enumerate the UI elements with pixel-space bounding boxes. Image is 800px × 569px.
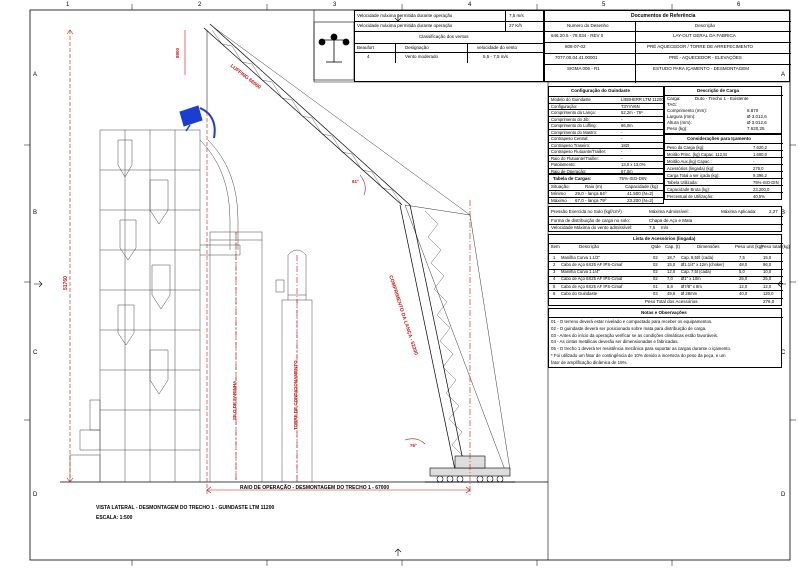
load-height-label: Altura (mm): <box>667 120 692 125</box>
accessory-qtd: 02 <box>653 269 658 275</box>
wind-table <box>354 10 544 82</box>
wind-row2-label: Velocidade máxima permitida durante operação <box>357 23 453 28</box>
accessory-cap: 15,0 <box>667 261 676 267</box>
accessory-pt: 25,0 <box>763 276 772 282</box>
crane-config-value: 13,0 x 13,0% <box>621 162 646 167</box>
note-line: 01 - O terreno deverá estar nivelado e compactado para receber os equipamentos. <box>551 319 713 324</box>
reference-docs-table <box>544 10 790 82</box>
lift-consideration-label: Moitão Princ. (kg) Capac. 112,5t <box>667 151 727 157</box>
lift-consideration-row <box>665 192 783 200</box>
notes-table <box>548 308 782 368</box>
crane-config-value: 66,0m <box>621 123 633 128</box>
ref-row2-desc: PRÉ AQUECEDOR / TORRE DE ARREFECIMENTO <box>647 44 754 49</box>
wind-class-title: Classificação dos ventos <box>419 34 469 39</box>
tower-label: TORRE DE CONDICIONAMENTO <box>293 360 298 430</box>
radius-label: RAIO DE OPERAÇÃO - DESMONTAGEM DO TRECHO 1 - 67000 <box>240 485 390 491</box>
ref-col-desc: Descrição <box>695 23 716 28</box>
silo-label: SILO DE FARINHA <box>232 380 237 420</box>
lift-consideration-value: 1.600,0 <box>753 151 767 157</box>
grid-row-a: A <box>33 72 38 78</box>
lift-title: Considerações para Içamento <box>687 136 752 141</box>
view-scale: ESCALA: 1:500 <box>96 515 133 521</box>
grid-col-5: 5 <box>602 2 606 8</box>
ground-vento-value: 7,5 <box>649 225 656 230</box>
lift-consideration-value: 23.200,0 <box>753 186 770 192</box>
load-len-label: Comprimento (mm): <box>667 108 708 113</box>
crane-config-value: 182t <box>621 142 630 148</box>
crane-config-label: Comprimento do Mastro: <box>551 129 598 135</box>
grid-row-d-right: D <box>781 492 786 498</box>
lift-consideration-value: - <box>753 158 755 164</box>
luffing-angle-label: 61º <box>352 179 359 184</box>
top-dim-label: 8900 <box>175 47 180 58</box>
accessory-cap: 5,8 <box>667 283 673 289</box>
grid-row-c-right: C <box>781 350 786 356</box>
accessory-item: 4 <box>553 276 556 282</box>
grid-row-d: D <box>33 492 38 498</box>
preheater-tower <box>70 130 240 482</box>
load-col-situacao: Situação: <box>551 184 570 189</box>
ref-row3-num: 7077.00.04.41.00001 <box>555 55 598 60</box>
accessory-desc: Cabo de Aço 6X25 AF IPS-Cimaf <box>561 276 623 282</box>
accessory-dim: Ø1.1/4" x 12m (choker) <box>681 261 725 267</box>
ground-aplicada-value: 2,27 <box>769 209 778 214</box>
crane-config-value: - <box>621 155 623 161</box>
accessory-dim: Cap. 7,5t (cada) <box>681 269 712 275</box>
load-weight-value: 7.620,25 <box>747 126 765 131</box>
lifted-duct-load <box>180 106 215 138</box>
grid-col-2: 2 <box>198 2 202 8</box>
ground-forma-value: Chapa de Aço e Mata <box>649 218 693 223</box>
ref-docs-title: Documentos de Referência <box>631 13 696 19</box>
accessory-desc: Manilha Curva 1.1/4" <box>561 269 600 275</box>
note-line: 05 - O trecho 1 deverá ter resistência mecânica para suportar as cargas durante o içamento. <box>551 346 732 352</box>
boom-angle-label: 76º <box>410 443 417 448</box>
luffing-label: LUFFING 66000 <box>228 63 262 91</box>
accessory-dim: Ø 28mm <box>681 291 698 296</box>
load-row1-raio: 29,0 - lança 84º <box>575 191 607 196</box>
wind-col-beaufort: Beaufort <box>357 45 375 50</box>
ground-forma-label: Forma de distribuição de carga no solo: <box>551 218 631 223</box>
lift-considerations-table <box>664 134 782 200</box>
lift-consideration-value: 75%-ISO-DIN <box>753 179 779 185</box>
load-width-value: Ø 3.012,6 <box>747 114 767 119</box>
lift-consideration-value: 9.396,2 <box>753 172 767 178</box>
acc-title: Lista de Acessórios (lingada) <box>633 236 696 241</box>
crane-config-value: - <box>621 136 623 141</box>
crane-config-label: Contrapeso Flutuante/Trailler: <box>551 149 607 154</box>
wind-designacao-value: Vento moderado <box>405 54 439 59</box>
accessory-cap: 12,0 <box>667 269 676 275</box>
view-title: VISTA LATERAL - DESMONTAGEM DO TRECHO 1 - GUINDASTE LTM 11200 <box>96 505 275 511</box>
accessory-pt: 10,0 <box>763 269 772 275</box>
lift-consideration-label: Capacidade Bruta (kg): <box>667 186 711 192</box>
note-line: 02 - O guindaste deverá ser posicionado sobre mata para distribuição de carga. <box>551 325 707 331</box>
accessory-pu: 12,0 <box>739 283 748 289</box>
accessory-dim: Ø7/8" x 8m <box>681 283 702 289</box>
crane-config-value: LIEBHERR LTM 11200 <box>621 97 664 102</box>
wind-row1-value: 7,5 m/s <box>509 13 524 18</box>
wind-row1-label: Velocidade máxima permitida durante operação <box>357 13 453 18</box>
crane-config-label: Contrapeso Traseiro: <box>551 142 591 148</box>
load-table-title: Tabela de Cargas: <box>553 176 592 181</box>
accessories-table <box>548 234 791 306</box>
ref-row1-desc: LAY-OUT GERAL DA FABRICA <box>673 33 736 38</box>
wind-row2-value: 27 K/h <box>509 23 523 28</box>
load-col-cap: Capacidade (kg) <box>625 184 659 189</box>
wind-col-designacao: Designação <box>405 45 429 50</box>
acc-h-pu: Peso unit (kg) <box>735 244 763 249</box>
load-desc-title: Descrição de Carga <box>697 88 740 93</box>
grid-row-a-right: A <box>781 72 786 78</box>
crane-config-value: 67,0m <box>621 168 633 174</box>
accessory-qtd: 01 <box>653 283 658 289</box>
accessory-dim: Cap. 8,5t/t (cada) <box>681 254 714 260</box>
ref-col-num: Numero do Desenho <box>567 23 609 28</box>
note-line: 03 - Antes do início da operação verificar se as condições climáticas estão favoráveis. <box>551 332 719 338</box>
crane-config-value: - <box>621 129 623 135</box>
load-tag-label: TAG: <box>667 102 678 107</box>
accessory-item: 1 <box>553 254 556 260</box>
acc-h-cap: Cap. (t) <box>665 244 681 249</box>
load-row2-sit: Máximo <box>551 198 567 203</box>
load-width-label: Largura (mm): <box>667 114 696 119</box>
accessory-item: 2 <box>553 261 556 267</box>
acc-h-qtd: Qtde <box>651 244 661 249</box>
lift-consideration-label: Tabela Utilizada: <box>667 179 698 185</box>
accessory-pu: 5,0 <box>739 269 745 275</box>
accessory-qtd: 02 <box>653 261 658 267</box>
acc-h-dim: Dimensões <box>697 244 720 249</box>
dimension-lines <box>67 30 470 495</box>
grid-col-3: 3 <box>333 2 337 8</box>
accessory-pu: 7,5 <box>739 254 745 260</box>
lift-consideration-value: 276,0 <box>753 165 764 171</box>
crane-config-label: Comprimento do Luffing: <box>551 123 597 128</box>
load-row1-sit: Mínimo <box>551 191 566 196</box>
crane-config-label: Modelo do Guindaste <box>551 97 591 102</box>
load-table-norm: 75%-ISO-DIN <box>619 176 647 181</box>
accessory-pu: 25,0 <box>739 276 748 282</box>
load-row2-raio: 67,0 - lança 79º <box>575 198 607 203</box>
boom-length-label: COMPRIMENTO DA LANÇA - 52200 <box>387 274 419 356</box>
crane-config-label: Patolamento: <box>551 162 576 167</box>
crane-config-value: - <box>621 149 623 154</box>
lift-consideration-label: Percentual de Utilização: <box>667 193 714 199</box>
ground-pressure-table <box>548 206 782 232</box>
wind-velocidade-value: 5,5 - 7,5 m/s <box>483 54 509 59</box>
load-col-raio: Raio (m) <box>585 184 603 189</box>
ground-vento-unit: m/s <box>661 225 669 230</box>
accessory-pu: 48,0 <box>739 261 748 267</box>
lift-consideration-label: Carga Total a ser içada (kg): <box>667 172 720 178</box>
load-row1-cap: 41.500 (N=2) <box>627 191 654 196</box>
accessory-item: 5 <box>553 283 556 289</box>
crane-config-label: Raio de Operação: <box>551 168 587 174</box>
crane-config-value: 52,2m - 76º <box>621 110 643 115</box>
grid-row-b-right: B <box>781 210 786 216</box>
wind-beaufort-value: 4 <box>367 54 370 59</box>
accessory-qtd: 02 <box>653 254 658 260</box>
lift-consideration-label: Peso da Carga (kg): <box>667 144 705 150</box>
grid-col-4: 4 <box>468 2 472 8</box>
ref-row1-num: 646.20.5 - 78.034 - REV 0 <box>551 33 604 38</box>
acc-total-value: 276,0 <box>763 299 775 304</box>
accessory-desc: Manilha Curva 1.1/2" <box>561 254 600 260</box>
load-height-value: Ø 3.012,6 <box>747 120 767 125</box>
ref-row4-desc: ESTUDO PARA IÇAMENTO - DESMONTAGEM <box>653 66 750 71</box>
accessory-pt: 120,0 <box>763 291 774 296</box>
note-line: fator de amplificação dinâmica de 15%. <box>551 359 628 365</box>
height-label: 51760 <box>63 276 69 290</box>
load-row2-cap: 23.200 (N=2) <box>627 198 654 203</box>
acc-total-label: Peso Total dos Acessórios <box>645 299 698 304</box>
lift-consideration-label: Moitão Aux.(kg) Capac.: <box>667 158 712 164</box>
crane-config-table <box>548 86 664 174</box>
load-len-value: 8.870 <box>747 108 759 113</box>
acc-h-desc: Descrição <box>579 244 600 249</box>
note-line: 04 - As cintas metálicas deverão ser dimensionadas e fabricadas. <box>551 339 679 345</box>
accessory-desc: Cabo de Aço 6X25 AF IPS-Cimaf <box>561 261 623 267</box>
grid-col-1: 1 <box>66 2 70 8</box>
crane-config-title: Configuração do Guindaste <box>571 88 631 93</box>
note-line: * Foi utilizado um fator de contingência de 10% devido a incerteza do peso da peça, e um <box>551 353 726 358</box>
crane-config-label: Raio do Flutuante/Trailler: <box>551 155 600 161</box>
accessory-cap: 18,7 <box>667 254 676 260</box>
load-carga-label: Carga: <box>667 96 681 101</box>
load-carga-value: Duto - Trecho 1 - Existente <box>695 96 749 101</box>
accessory-pu: 40,0 <box>739 291 748 296</box>
load-description-table <box>664 86 782 134</box>
crane-config-label: Contrapeso Central: <box>551 136 589 141</box>
accessory-item: 6 <box>553 291 556 296</box>
ground-vento-label: Velocidade Máxima do vento admissível: <box>551 225 633 230</box>
grid-row-b: B <box>33 210 38 216</box>
accessory-pt: 15,0 <box>763 254 772 260</box>
crane-config-value: - <box>621 116 623 122</box>
grid-row-c: C <box>33 350 38 356</box>
acc-h-pt: Peso total (kg) <box>761 244 791 249</box>
accessory-pt: 96,0 <box>763 261 772 267</box>
crane-config-label: Configuração: <box>551 103 578 109</box>
accessory-pt: 12,0 <box>763 283 772 289</box>
ref-row2-num: 808-07-02 <box>565 44 586 49</box>
crane-config-value: T3YVV6N <box>621 103 640 109</box>
ref-row3-desc: PRÉ - AQUECEDOR - ELEVAÇÕES <box>669 55 742 60</box>
ground-aplicada-label: Máxima Aplicada: <box>721 209 757 214</box>
load-capacity-table <box>548 174 664 204</box>
acc-h-item: Item <box>551 244 560 249</box>
load-weight-label: Peso (kg): <box>667 126 688 131</box>
accessory-cap: 49,6 <box>667 291 676 296</box>
crane-config-label: Comprimento da Lança: <box>551 110 596 115</box>
ground-admissivel-label: Máxima Admissível: <box>649 209 689 214</box>
grid-col-6: 6 <box>737 2 741 8</box>
lift-consideration-value: 7.620,2 <box>753 144 767 150</box>
ref-row4-num: SIGMA 006 - R1 <box>567 66 600 71</box>
lift-consideration-value: 40,5% <box>753 193 765 199</box>
accessory-desc: Cabo do Guindaste <box>561 291 598 296</box>
accessory-dim: Ø1" x 10m <box>681 276 701 282</box>
accessory-desc: Cabo de Aço 6X25 AF IPS-Cimaf <box>561 283 623 289</box>
lift-consideration-label: Acessórios (lingada) (kg): <box>667 165 715 171</box>
anemometer-icon <box>319 34 349 62</box>
accessory-qtd: 03 <box>653 291 658 296</box>
ground-pressao-label: Pressão Exercida no Solo (kgf/cm²) <box>551 209 622 214</box>
accessory-cap: 7,0 <box>667 276 673 282</box>
wind-col-velocidade: velocidade do vento <box>477 45 518 50</box>
accessory-qtd: 02 <box>653 276 658 282</box>
accessory-row <box>549 291 783 299</box>
notes-title: Notas e Observações <box>641 310 687 315</box>
crane-config-label: Comprimento do Jib: <box>551 116 590 122</box>
accessory-item: 3 <box>553 269 556 275</box>
